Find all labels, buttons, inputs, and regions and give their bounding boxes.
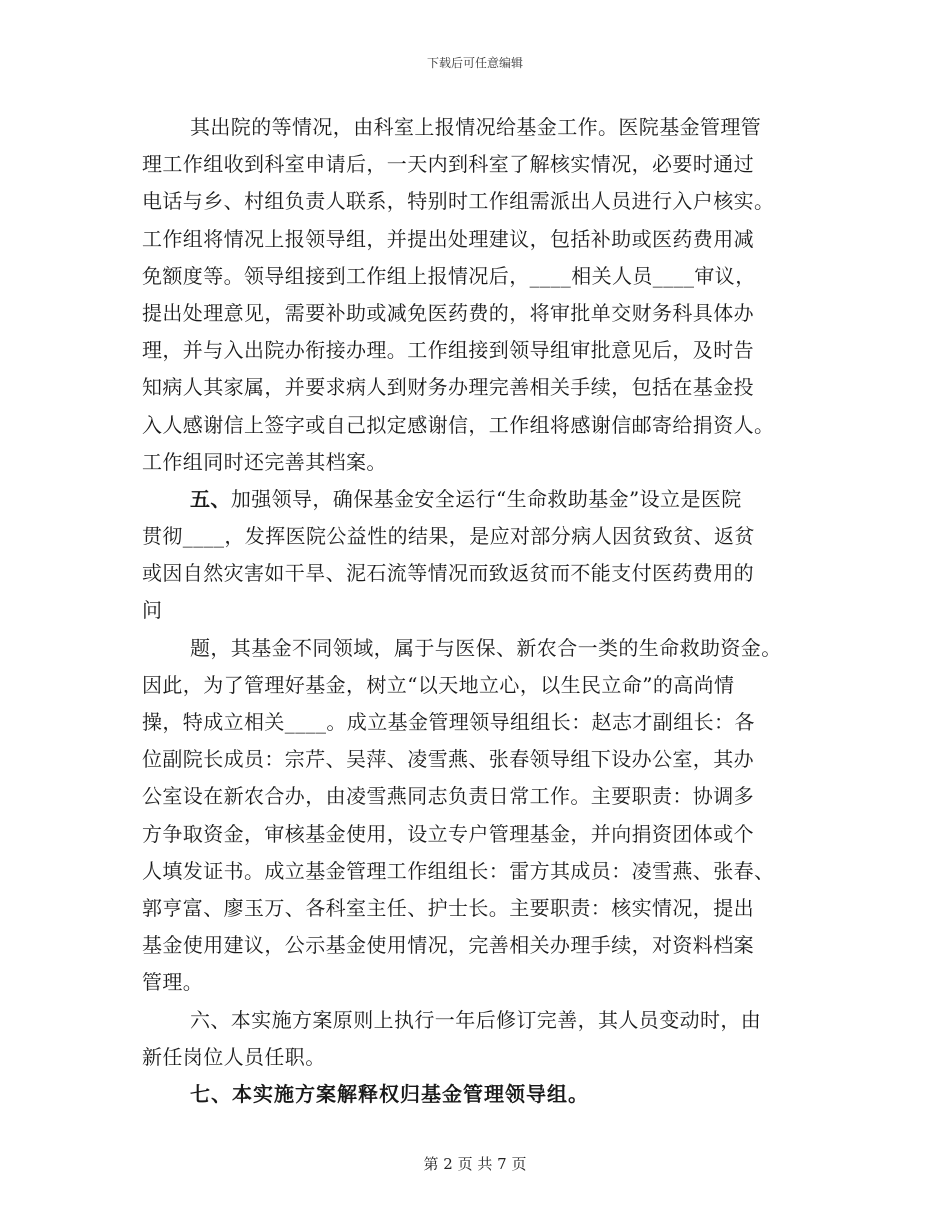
section-5-heading: 五、 <box>190 486 231 511</box>
text-line: 提出处理意见，需要补助或减免医药费的，将审批单交财务科具体办 <box>142 300 754 325</box>
section-5-text: 加强领导，确保基金安全运行“生命救助基金”设立是医院 <box>230 486 742 511</box>
text-line: 理，并与入出院办衔接办理。工作组接到领导组审批意见后，及时告 <box>142 338 754 363</box>
document-body <box>142 109 810 1113</box>
text-line: 郭亨富、廖玉万、各科室主任、护士长。主要职责：核实情况，提出 <box>142 895 754 920</box>
text-line: 入人感谢信上签字或自己拟定感谢信，工作组将感谢信邮寄给捐资人。 <box>142 412 775 437</box>
text-line: 因此，为了管理好基金，树立“以天地立心，以生民立命”的高尚情 <box>142 672 735 697</box>
text-line: 免额度等。领导组接到工作组上报情况后，____相关人员____审议， <box>142 263 756 288</box>
text-line: 基金使用建议，公示基金使用情况，完善相关办理手续，对资料档案 <box>142 933 754 958</box>
text-line: 题，其基金不同领域，属于与医保、新农合一类的生命救助资金。 <box>190 635 782 660</box>
text-line: 知病人其家属，并要求病人到财务办理完善相关手续，包括在基金投 <box>142 375 754 400</box>
text-line: 工作组同时还完善其档案。 <box>142 449 387 474</box>
text-line: 操，特成立相关____。成立基金管理领导组组长：赵志才副组长：各 <box>142 710 755 734</box>
section-7-line: 七、本实施方案解释权归基金管理领导组。 <box>190 1081 589 1106</box>
text-line: 新任岗位人员任职。 <box>142 1044 326 1069</box>
text-line: 位副院长成员：宗芹、吴萍、凌雪燕、张春领导组下设办公室，其办 <box>142 747 754 772</box>
text-line: 方争取资金，审核基金使用，设立专户管理基金，并向捐资团体或个 <box>142 821 754 846</box>
text-line: 贯彻____，发挥医院公益性的结果，是应对部分病人因贫致贫、返贫 <box>142 524 755 549</box>
section-6-line: 六、本实施方案原则上执行一年后修订完善，其人员变动时，由 <box>190 1007 762 1032</box>
text-line: 问 <box>142 598 163 623</box>
text-line: 其出院的等情况，由科室上报情况给基金工作。医院基金管理管 <box>190 115 762 139</box>
text-line: 人填发证书。成立基金管理工作组组长：雷方其成员：凌雪燕、张春、 <box>142 858 775 883</box>
text-line: 或因自然灾害如干旱、泥石流等情况而致返贫而不能支付医药费用的 <box>142 561 754 586</box>
text-line: 工作组将情况上报领导组，并提出处理建议，包括补助或医药费用减 <box>142 226 754 251</box>
text-line: 管理。 <box>142 970 204 995</box>
page-footer-number: 第 2 页 共 7 页 <box>423 1155 527 1173</box>
section-5-first-line <box>142 481 810 518</box>
text-line: 电话与乡、村组负责人联系，特别时工作组需派出人员进行入户核实。 <box>142 189 775 214</box>
text-line: 理工作组收到科室申请后，一天内到科室了解核实情况，必要时通过 <box>142 152 754 177</box>
text-line: 公室设在新农合办，由凌雪燕同志负责日常工作。主要职责：协调多 <box>142 784 754 809</box>
page-header-note: 下载后可任意编辑 <box>426 56 523 70</box>
